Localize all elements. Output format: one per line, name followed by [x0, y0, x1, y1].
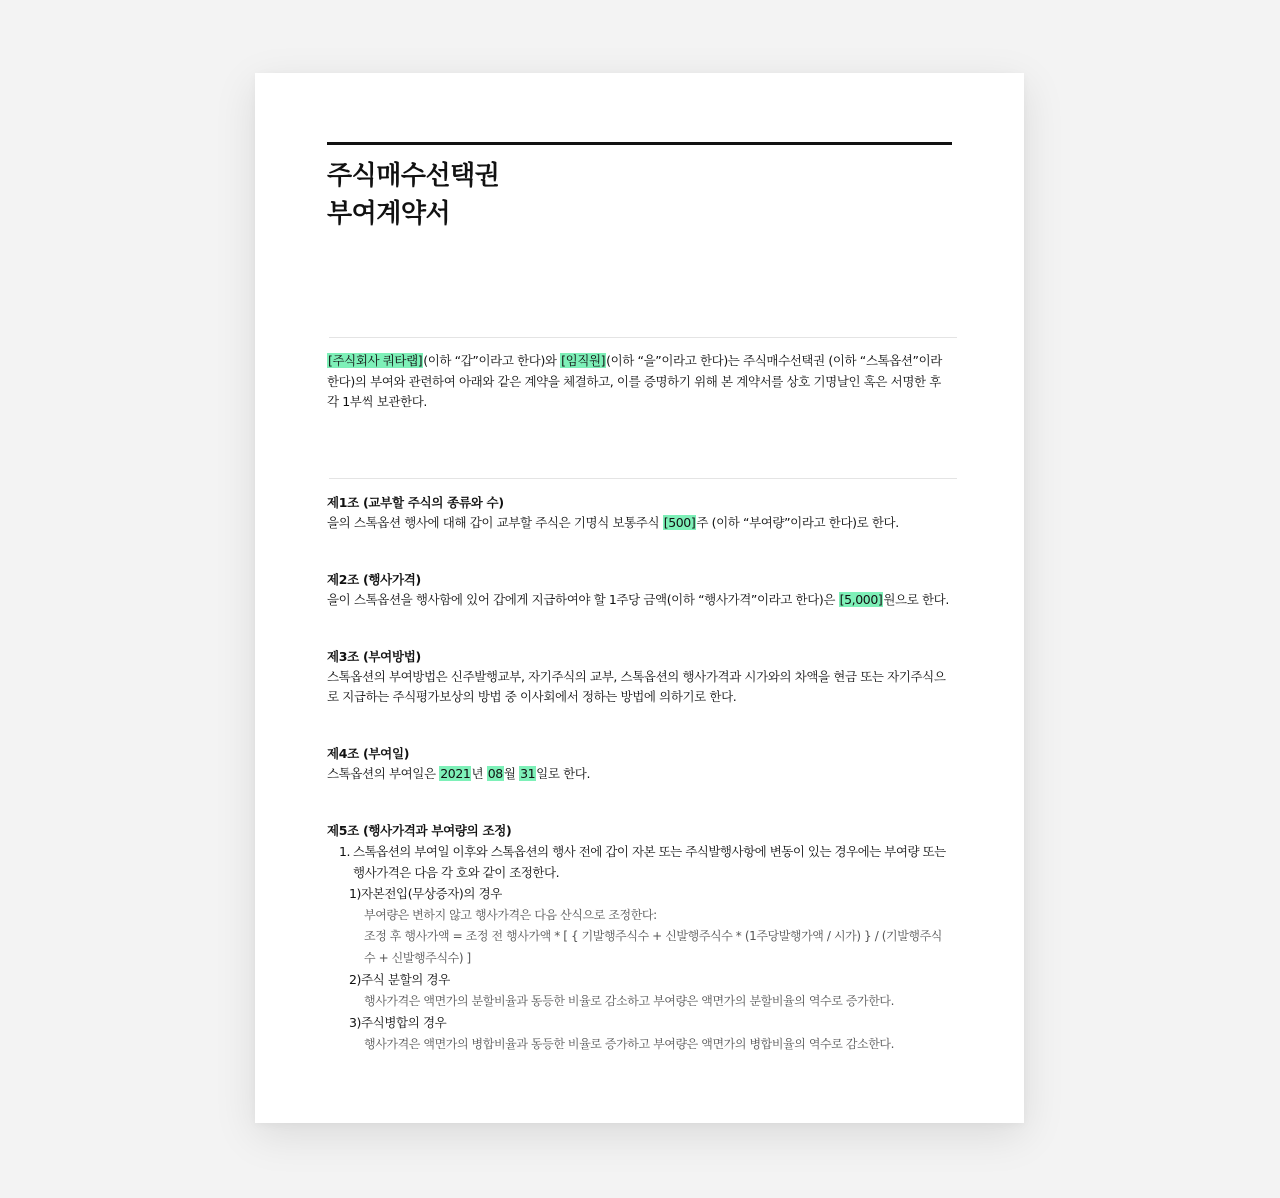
intro-text-2: (이하 “을”이라고 한다)는 주식매수선택권 (이하 “스톡옵션”이라 한다)의 부여와 관련하여 아래와 같은 계약을 체결하고, 이를 증명하기 위해 본 계약서를 상호 기명날인 혹은 서명한 후 각 1부씩 보관한다. — [327, 353, 942, 409]
sub-item-body: 행사가격은 액면가의 병합비율과 동등한 비율로 증가하고 부여량은 액면가의 병합비율의 역수로 감소한다. — [364, 1036, 895, 1051]
shares-field[interactable]: [500] — [663, 515, 696, 530]
list-item — [327, 841, 953, 1055]
document-page — [255, 73, 1024, 1123]
day-unit: 일로 한다. — [536, 766, 591, 781]
article-2-body — [327, 590, 953, 610]
intro-text-1: (이하 “갑”이라고 한다)와 — [423, 353, 561, 368]
sub-item-number: 2) — [349, 972, 362, 987]
grant-year-field[interactable]: 2021 — [440, 766, 471, 781]
article-4 — [327, 744, 953, 784]
item-text: 스톡옵션의 부여일 이후와 스톡옵션의 행사 전에 갑이 자본 또는 주식발행사항에 변동이 있는 경우에는 부여량 또는 행사가격은 다음 각 호와 같이 조정한다. — [353, 844, 946, 880]
sub-item-body: 행사가격은 액면가의 분할비율과 동등한 비율로 감소하고 부여량은 액면가의 분할비율의 역수로 증가한다. — [364, 993, 895, 1008]
article-4-text-before: 스톡옵션의 부여일은 — [327, 766, 440, 781]
grant-month-field[interactable]: 08 — [487, 766, 503, 781]
article-2-text-before: 을이 스톡옵션을 행사함에 있어 갑에게 지급하여야 할 1주당 금액(이하 “행사가격”이라고 한다)은 — [327, 592, 839, 607]
company-name-field[interactable]: [주식회사 쿼타랩] — [328, 353, 423, 368]
sub-item-3 — [327, 1012, 953, 1055]
title-line-1: 주식매수선택권 — [327, 161, 500, 191]
sub-list — [327, 883, 953, 1055]
sub-item-2 — [327, 969, 953, 1012]
sub-item-heading — [327, 883, 953, 905]
month-unit: 월 — [503, 766, 520, 781]
article-1-text-after: 주 (이하 “부여량”이라고 한다)로 한다. — [696, 515, 899, 530]
section-divider — [329, 478, 957, 479]
item-number: 1. — [339, 844, 350, 859]
grant-day-field[interactable]: 31 — [520, 766, 536, 781]
sub-item-formula: 조정 후 행사가액 = 조정 전 행사가액 * [ { 기발행주식수 + 신발행주식수 * (1주당발행가액 / 시가) } / (기발행주식수 + 신발행주식수) ] — [364, 929, 942, 965]
article-5-heading: 제5조 (행사가격과 부여량의 조정) — [327, 823, 512, 838]
article-2-heading: 제2조 (행사가격) — [327, 572, 421, 587]
section-divider — [329, 337, 957, 338]
document-title — [327, 157, 499, 233]
sub-item-heading — [327, 969, 953, 991]
employee-name-field[interactable]: [임직원] — [561, 353, 606, 368]
exercise-price-field[interactable]: [5,000] — [839, 592, 883, 607]
sub-item-title: 주식병합의 경우 — [361, 1015, 447, 1030]
article-4-body — [327, 764, 953, 784]
article-5-list — [327, 841, 953, 1055]
article-2 — [327, 570, 953, 610]
sub-item-heading — [327, 1012, 953, 1034]
intro-paragraph — [327, 351, 953, 413]
article-1-body — [327, 513, 953, 533]
sub-item-title: 자본전입(무상증자)의 경우 — [361, 886, 502, 901]
article-3-heading: 제3조 (부여방법) — [327, 649, 421, 664]
title-line-2: 부여계약서 — [327, 199, 451, 229]
sub-item-title: 주식 분할의 경우 — [361, 972, 450, 987]
article-1-heading: 제1조 (교부할 주식의 종류와 수) — [327, 495, 504, 510]
article-2-text-after: 원으로 한다. — [883, 592, 949, 607]
article-3 — [327, 647, 953, 707]
sub-item-number: 3) — [349, 1015, 362, 1030]
year-unit: 년 — [471, 766, 487, 781]
title-rule — [327, 142, 952, 145]
article-4-heading: 제4조 (부여일) — [327, 746, 410, 761]
article-1 — [327, 493, 953, 533]
article-1-text-before: 을의 스톡옵션 행사에 대해 갑이 교부할 주식은 기명식 보통주식 — [327, 515, 663, 530]
article-3-body: 스톡옵션의 부여방법은 신주발행교부, 자기주식의 교부, 스톡옵션의 행사가격과 시가와의 차액을 현금 또는 자기주식으로 지급하는 주식평가보상의 방법 중 이사회에서 정하는 방법에 의하기로 한다. — [327, 669, 946, 704]
article-5 — [327, 821, 953, 1055]
sub-item-number: 1) — [349, 886, 362, 901]
sub-item-body: 부여량은 변하지 않고 행사가격은 다음 산식으로 조정한다: — [364, 907, 657, 922]
sub-item-1 — [327, 883, 953, 969]
